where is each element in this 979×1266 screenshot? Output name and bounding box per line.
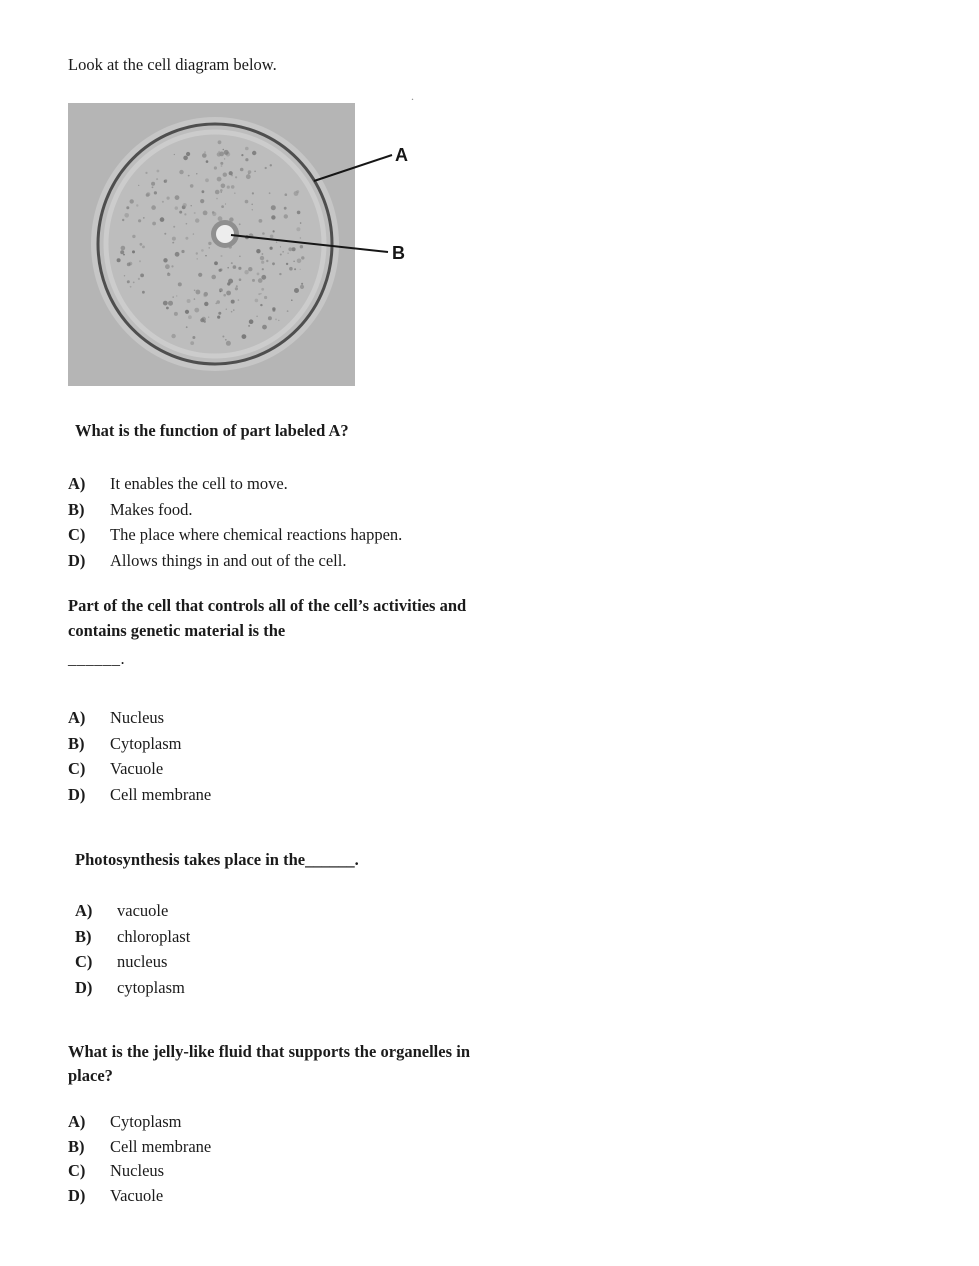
question-1-options bbox=[68, 471, 979, 573]
question-3-prompt: Photosynthesis takes place in the______. bbox=[75, 850, 359, 869]
intro-text: Look at the cell diagram below. bbox=[68, 55, 277, 74]
option-text: nucleus bbox=[117, 952, 168, 971]
answer-option bbox=[68, 731, 979, 757]
option-letter: B) bbox=[68, 499, 85, 519]
option-letter: A) bbox=[68, 1112, 86, 1131]
option-letter: B) bbox=[68, 733, 85, 753]
question-4-options bbox=[68, 1110, 979, 1208]
question-3 bbox=[68, 847, 979, 1000]
answer-option bbox=[75, 898, 979, 924]
cell-micrograph-image bbox=[68, 103, 538, 386]
option-text: The place where chemical reactions happen. bbox=[110, 525, 403, 544]
option-letter: C) bbox=[68, 1161, 86, 1180]
label-a: A bbox=[395, 145, 408, 165]
option-text: Vacuole bbox=[110, 759, 164, 778]
option-letter: A) bbox=[68, 474, 86, 493]
option-text: Nucleus bbox=[110, 1161, 165, 1180]
option-text: chloroplast bbox=[117, 926, 191, 946]
option-letter: D) bbox=[75, 977, 93, 997]
answer-option bbox=[68, 1110, 979, 1135]
answer-option bbox=[75, 924, 979, 950]
option-text: cytoplasm bbox=[117, 977, 185, 997]
answer-option bbox=[68, 1135, 979, 1160]
question-1 bbox=[68, 418, 979, 573]
option-letter: C) bbox=[68, 525, 86, 544]
cell-diagram bbox=[68, 89, 538, 386]
answer-option bbox=[68, 782, 979, 808]
label-b: B bbox=[392, 243, 405, 263]
answer-option bbox=[68, 1159, 979, 1184]
question-2 bbox=[68, 593, 979, 807]
question-2-options bbox=[68, 705, 979, 807]
answer-option bbox=[68, 705, 979, 731]
question-1-prompt: What is the function of part labeled A? bbox=[75, 421, 349, 440]
option-letter: B) bbox=[68, 1136, 85, 1156]
option-letter: D) bbox=[68, 1185, 86, 1205]
answer-option bbox=[68, 471, 979, 497]
option-letter: A) bbox=[75, 901, 93, 920]
option-text: Cell membrane bbox=[110, 784, 212, 804]
option-text: vacuole bbox=[117, 901, 169, 920]
answer-option bbox=[75, 975, 979, 1001]
option-letter: C) bbox=[68, 759, 86, 778]
answer-option bbox=[68, 548, 979, 574]
option-text: Nucleus bbox=[110, 708, 165, 727]
option-text: It enables the cell to move. bbox=[110, 474, 288, 493]
question-4 bbox=[68, 1040, 979, 1208]
answer-option bbox=[68, 522, 979, 548]
option-letter: B) bbox=[75, 926, 92, 946]
answer-option bbox=[68, 1184, 979, 1209]
answer-option bbox=[68, 497, 979, 523]
option-letter: D) bbox=[68, 784, 86, 804]
question-2-prompt: Part of the cell that controls all of the cell’s activities and contains genetic material is the bbox=[68, 596, 467, 640]
option-text: Cytoplasm bbox=[110, 733, 182, 753]
question-2-blank: ______. bbox=[68, 649, 126, 668]
option-text: Allows things in and out of the cell. bbox=[110, 550, 347, 570]
option-text: Cytoplasm bbox=[110, 1112, 182, 1131]
answer-option bbox=[68, 756, 979, 782]
stray-mark: . bbox=[411, 89, 414, 103]
question-3-options bbox=[75, 898, 979, 1000]
question-4-prompt: What is the jelly-like fluid that supports the organelles in place? bbox=[68, 1042, 470, 1085]
cell-membrane-shape bbox=[98, 124, 332, 364]
option-letter: A) bbox=[68, 708, 86, 727]
option-text: Cell membrane bbox=[110, 1136, 212, 1156]
option-text: Makes food. bbox=[110, 499, 193, 519]
option-letter: C) bbox=[75, 952, 93, 971]
option-text: Vacuole bbox=[110, 1185, 164, 1205]
option-letter: D) bbox=[68, 550, 86, 570]
answer-option bbox=[75, 949, 979, 975]
